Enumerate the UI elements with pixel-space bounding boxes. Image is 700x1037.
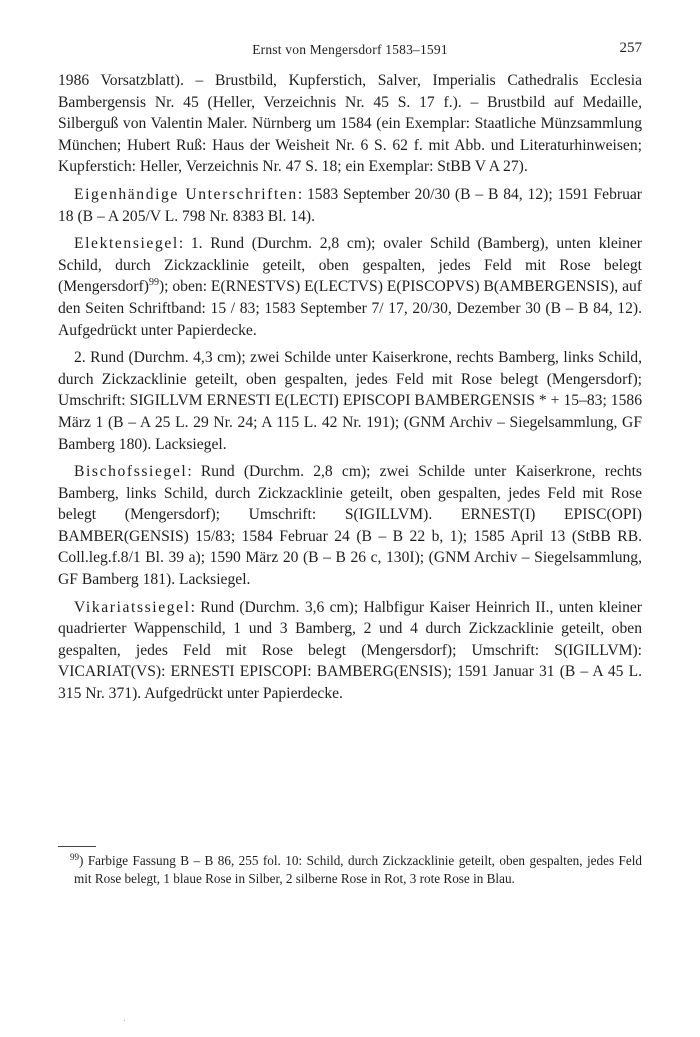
main-text	[58, 70, 642, 711]
footnote-separator	[58, 846, 96, 847]
paragraph-elektensiegel-text-b: ); oben: E(RNESTVS) E(LECTVS) E(PISCOPVS) B(AMBERGENSIS), auf den Seiten Schriftband: 15 / 83; 1583 September 7/ 17, 20/30, Dezember 30 (B – B 84, 12). Aufgedrückt unter Papierdecke.	[58, 278, 642, 339]
paragraph-elektensiegel-text-a: : 1. Rund (Durchm. 2,8 cm); ovaler Schild (Bamberg), unten kleiner Schild, durch Zickzacklinie geteilt, oben gespalten, jedes Feld mit Rose belegt (Mengersdorf)	[58, 235, 642, 296]
paragraph-elektensiegel-2: 2. Rund (Durchm. 4,3 cm); zwei Schilde unter Kaiserkrone, rechts Bamberg, links Schild, durch Zickzacklinie geteilt, oben gespalten, jedes Feld mit Rose belegt (Mengersdorf); Umschrift: SIGILLVM ERNESTI E(LECTI) EPISCOPI BAMBERGENSIS * + 15–83; 1586 März 1 (B – A 25 L. 29 Nr. 24; A 115 L. 42 Nr. 191); (GNM Archiv – Siegelsammlung, GF Bamberg 180). Lacksiegel.	[58, 349, 642, 453]
section-label-elektensiegel: Elektensiegel	[74, 235, 179, 253]
paragraph-bischofssiegel-text: : Rund (Durchm. 2,8 cm); zwei Schilde unter Kaiserkrone, rechts Bamberg, links Schild, durch Zickzacklinie geteilt, oben gespalten, jedes Feld mit Rose belegt (Mengersdorf); Umschrift: S(IGILLVM). ERNEST(I) EPISC(OPI) BAMBER(GENSIS) 15/83; 1584 Februar 24 (B – B 22 b, 1); 1585 April 13 (StBB RB. Coll.leg.f.8/1 Bl. 39 a); 1590 März 20 (B – B 26 c, 130I); (GNM Archiv – Siegelsammlung, GF Bamberg 181). Lacksiegel.	[58, 463, 642, 589]
paragraph-portraits: 1986 Vorsatzblatt). – Brustbild, Kupferstich, Salver, Imperialis Cathedralis Ecclesia Bambergensis Nr. 45 (Heller, Verzeichnis Nr. 45 S. 17 f.). – Brustbild auf Medaille, Silberguß von Valentin Maler. Nürnberg um 1584 (ein Exemplar: Staatliche Münzsammlung München; Hubert Ruß: Haus der Weisheit Nr. 6 S. 62 f. mit Abb. und Literaturhinweisen; Kupferstich: Heller, Verzeichnis Nr. 47 S. 18; ein Exemplar: StBB V A 27).	[58, 72, 642, 176]
section-label-vikariatssiegel: Vikariatssiegel	[74, 598, 191, 616]
paragraph-bischofssiegel	[58, 461, 642, 591]
running-title: Ernst von Mengersdorf 1583–1591	[252, 42, 448, 57]
paragraph-signatures-text: : 1583 September 20/30 (B – B 84, 12); 1591 Februar 18 (B – A 205/V L. 798 Nr. 8383 Bl. 14).	[58, 185, 642, 225]
paragraph-signatures	[58, 184, 642, 227]
paragraph-vikariatssiegel	[58, 597, 642, 705]
page-number: 257	[619, 40, 642, 56]
paragraph-elektensiegel	[58, 233, 642, 341]
scan-speck	[124, 1020, 125, 1021]
section-label-signatures: Eigenhändige Unterschriften	[74, 185, 298, 203]
footnote-reference: 99	[148, 277, 159, 289]
section-label-bischofssiegel: Bischofssiegel	[74, 463, 188, 481]
running-header	[58, 40, 642, 60]
footnote	[58, 852, 642, 889]
footnote-text: ) Farbige Fassung B – B 86, 255 fol. 10: Schild, durch Zickzacklinie geteilt, oben gespalten, jedes Feld mit Rose belegt, 1 blaue Rose in Silber, 2 silberne Rose in Rot, 3 rote Rose in Blau.	[74, 853, 642, 887]
paragraph-vikariatssiegel-text: : Rund (Durchm. 3,6 cm); Halbfigur Kaiser Heinrich II., unten kleiner quadrierter Wappenschild, 1 und 3 Bamberg, 2 und 4 durch Zickzacklinie geteilt, oben gespalten, jedes Feld mit Rose belegt (Mengersdorf); Umschrift: S(IGILLVM): VICARIAT(VS): ERNESTI EPISCOPI: BAMBERG(ENSIS); 1591 Januar 31 (B – A 45 L. 315 Nr. 371). Aufgedrückt unter Papierdecke.	[58, 598, 642, 703]
footnote-number: 99	[70, 852, 79, 862]
